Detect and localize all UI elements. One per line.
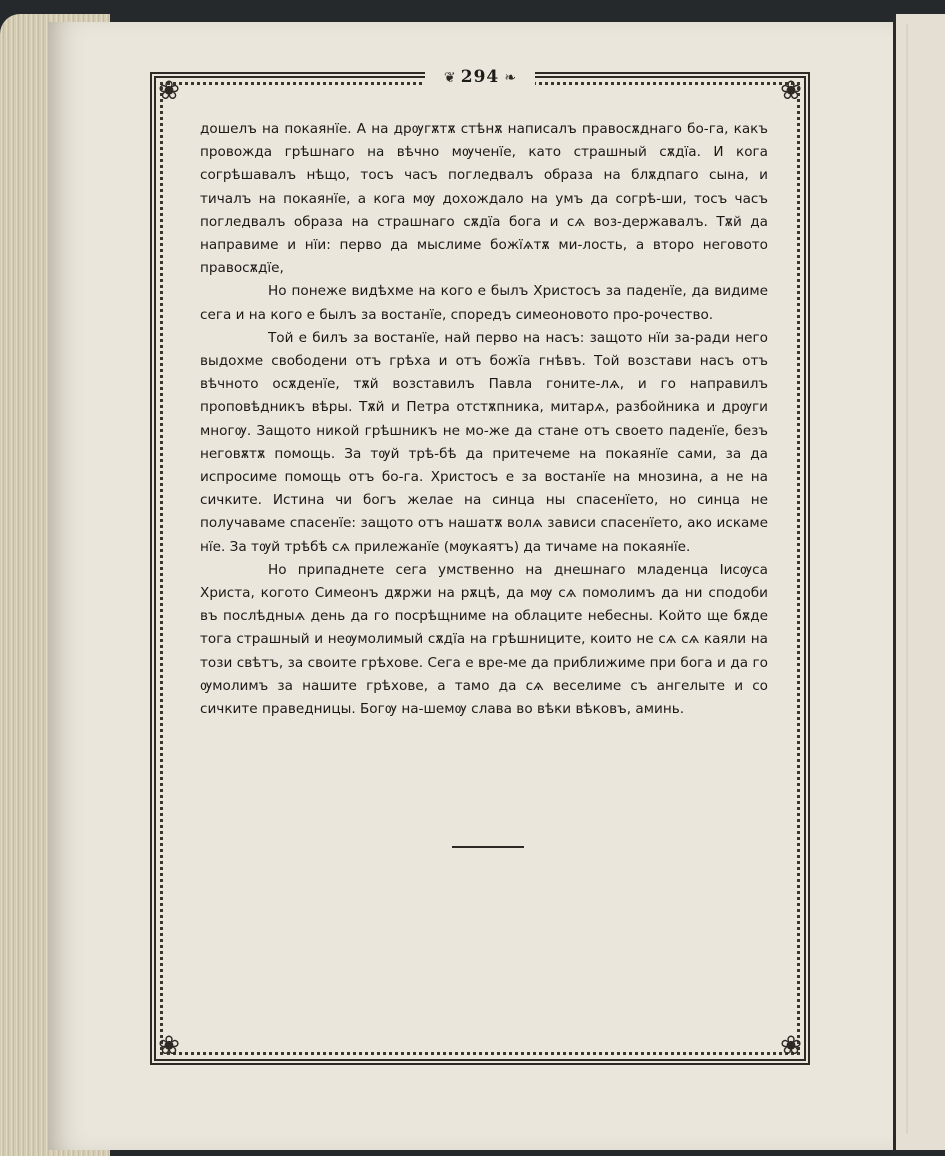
paragraph: дошелъ на покаянїе. А на дрѹгѫтѫ стѣнѫ написалъ правосѫднаго бо-га, какъ провожда грѣшнаго на вѣчно мѹченїе, като страшный сѫдїа. И кога согрѣшавалъ нѣщо, тосъ часъ погледвалъ образа на блѫдпаго сына, и тичалъ на покаянїе, а кога мѹ дохождало на умъ да согрѣ-ши, тосъ часъ погледвалъ образа на страшнаго сѫдїа бога и сѧ воз-державалъ. Тѫй да направиме и нїи: перво да мыслиме божїѧтѫ ми-лость, а второ неговото правосѫдїе, (200, 121, 768, 277)
corner-ornament-icon: ❀ (158, 1031, 180, 1061)
ornament-left-icon: ❦ (443, 70, 456, 86)
corner-ornament-icon: ❀ (780, 76, 802, 106)
corner-ornament-icon: ❀ (158, 76, 180, 106)
paragraph: Той е билъ за востанїе, най перво на насъ: защото нїи за-ради него выдохме свободени отъ грѣха и отъ божїа гнѣвъ. Той возстави насъ отъ вѣчното осѫденїе, тѫй возставилъ Павла гоните-лѧ, и го направилъ проповѣдникъ вѣры. Тѫй и Петра отстѫпника, митарѧ, разбойника и дрѹги многѹ. Защото никой грѣшникъ не мо-же да стане отъ своето паденїе, безъ неговѫтѫ помощь. За тѹй трѣ-бѣ да притечеме на покаянїе сами, за да испросиме помощь отъ бо-га. Христосъ е за востанїе на мнозина, а не на сичките. Истина чи богъ желае на синца ны спасенїето, но синца не получаваме спасенїе: защото отъ нашатѫ волѧ зависи спасенїето, ако искаме нїе. За тѹй трѣбѣ сѧ прилежанїе (мѹкаятъ) да тичаме на покаянїе. (200, 329, 768, 555)
end-rule-divider (452, 846, 524, 848)
page-number: 294 (460, 67, 500, 87)
paragraph: Но понеже видѣхме на кого е былъ Христосъ за паденїе, да видиме сега и на кого е былъ за востанїе, споредъ симеоновото про-рочество. (200, 283, 768, 323)
facing-page-edge (893, 14, 945, 1150)
paragraph: Но припаднете сега умственно на днешнаго младенца Іисѹса Христа, когото Симеонъ дѫржи на рѫцѣ, да мѹ сѧ помолимъ да ни сподоби въ послѣдныѧ день да го посрѣщниме на облаците небесны. Който ще бѫде тога страшный и неѹмолимый сѫдїа на грѣшниците, които не сѧ сѧ каяли на този свѣтъ, за своите грѣхове. Сега е вре-ме да приближиме при бога и да го ѹмолимъ за нашите грѣхове, а тамо да сѧ веселиме съ ангелыте и со сичките праведницы. Богѹ на-шемѹ слава во вѣки вѣковъ, аминь. (200, 561, 768, 718)
corner-ornament-icon: ❀ (780, 1031, 802, 1061)
page-header (425, 64, 535, 90)
body-text (200, 118, 768, 721)
ornament-right-icon: ❧ (504, 70, 517, 86)
